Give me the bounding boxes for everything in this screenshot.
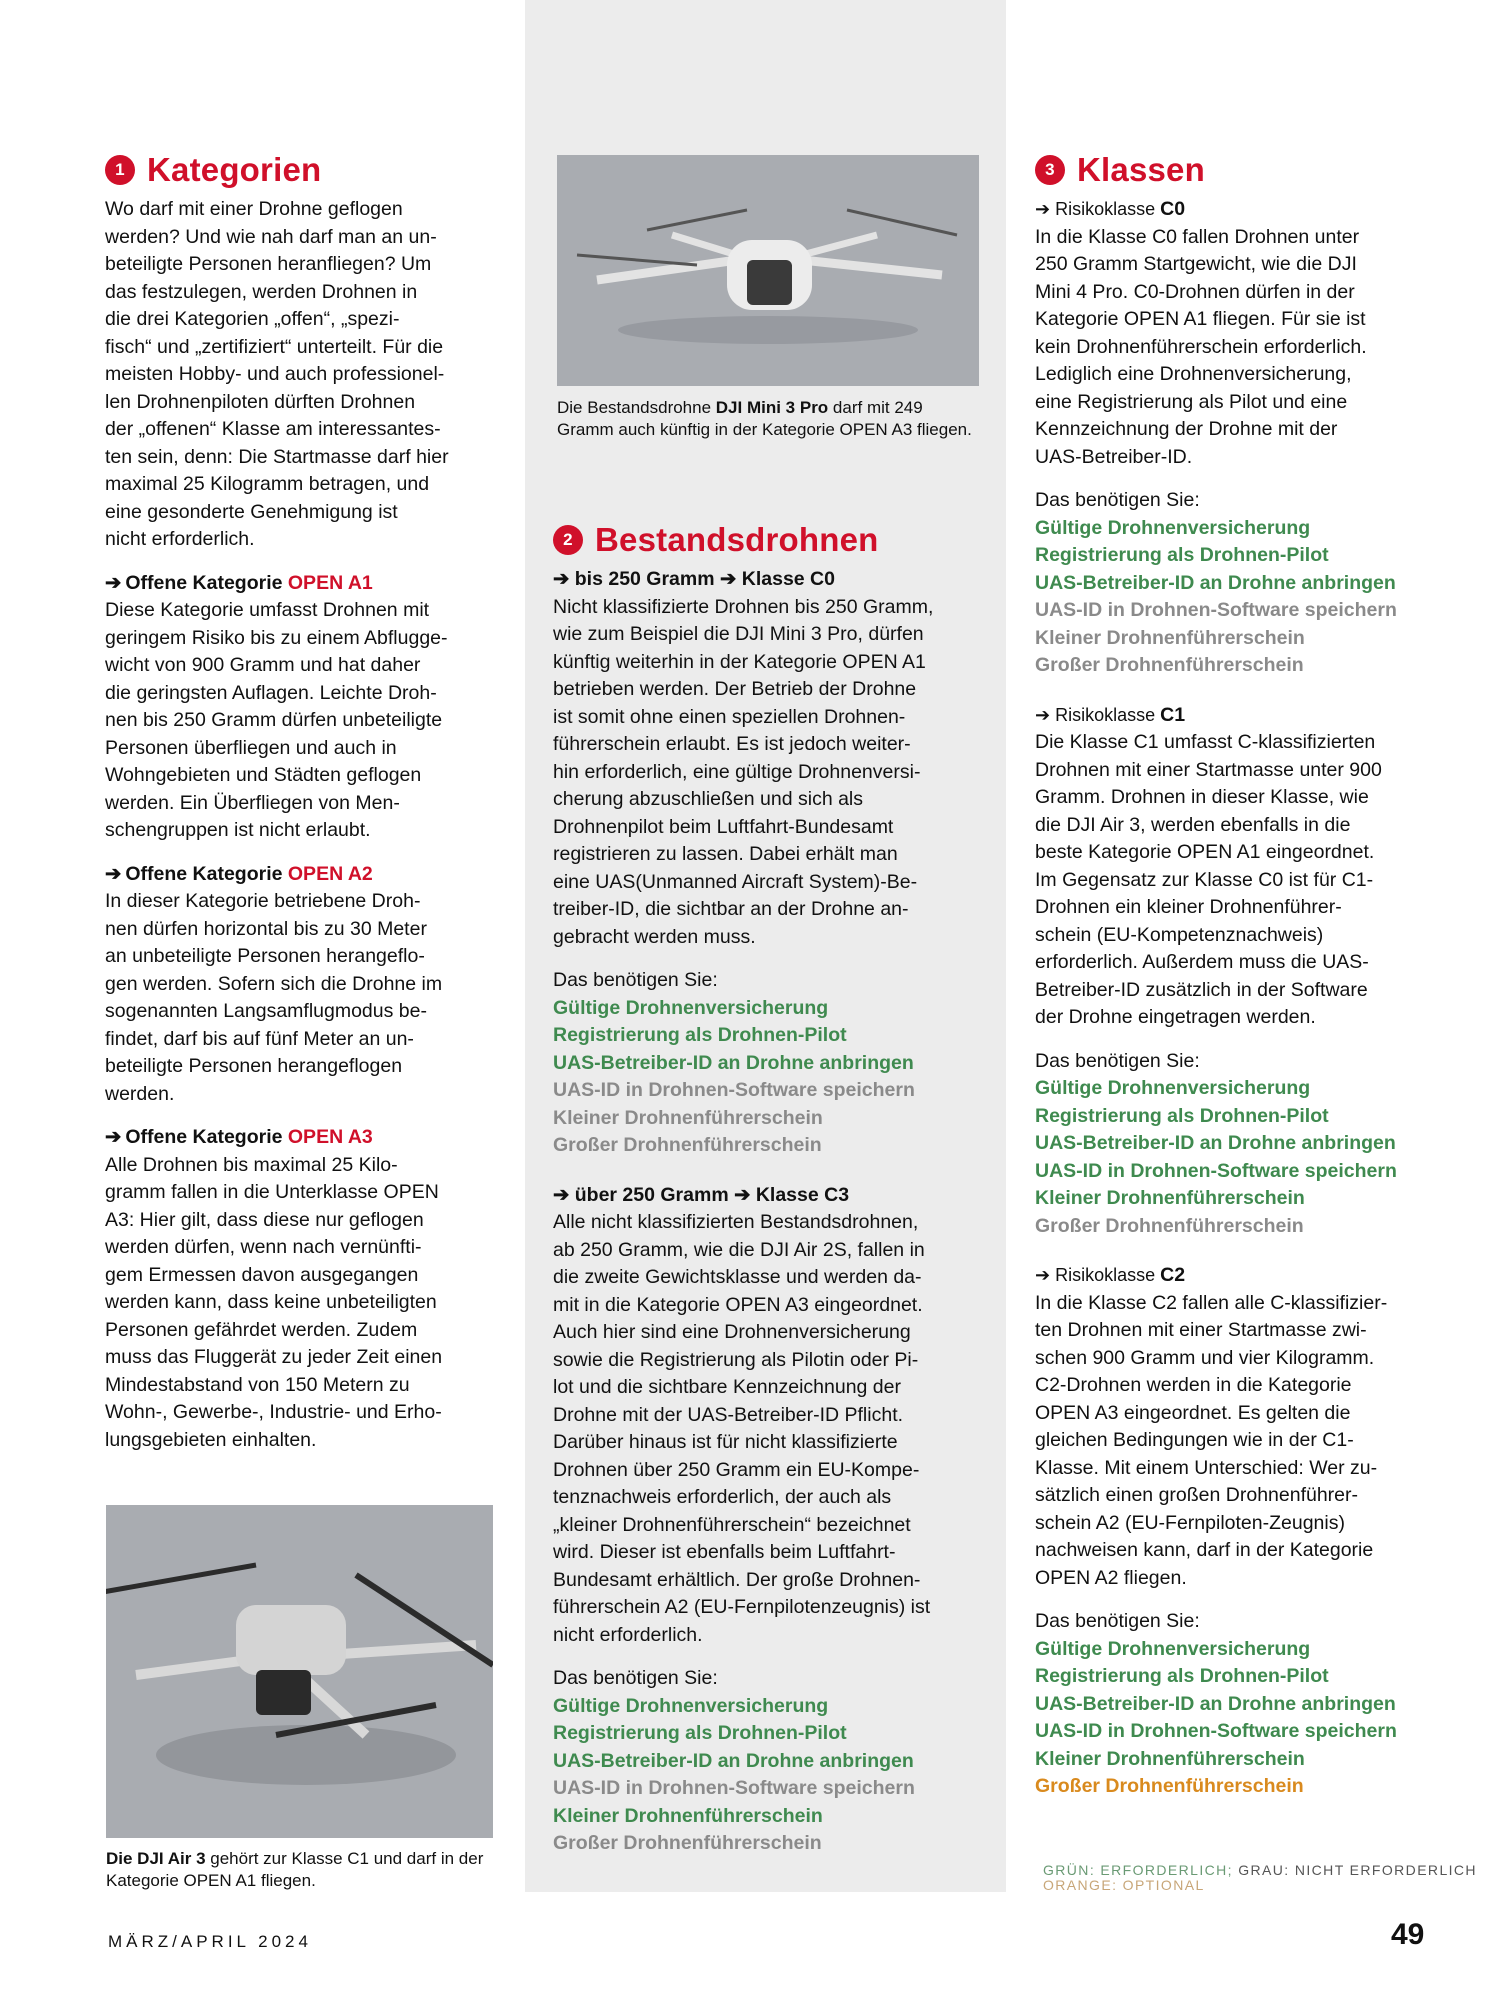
text-line: A3: Hier gilt, dass diese nur geflogen: [105, 1208, 424, 1231]
subsection-label: Offene Kategorie: [125, 571, 288, 594]
text-line: Gramm. Drohnen in dieser Klasse, wie: [1035, 786, 1369, 808]
drone-illustration-icon: [106, 1505, 493, 1838]
text-line: beteiligte Personen heranfliegen? Um: [105, 253, 432, 275]
requirement-item-gray: Großer Drohnenführerschein: [1035, 654, 1304, 676]
text-line: In dieser Kategorie betriebene Droh-: [105, 890, 421, 912]
section-number-badge: 2: [553, 525, 583, 555]
text-line: werden? Und wie nah darf man an un-: [105, 225, 437, 248]
body-paragraph: [105, 597, 505, 845]
body-paragraph: [553, 1209, 983, 1649]
weight-class-blocks: [553, 566, 983, 1858]
text-line: führerschein erlaubt. Es ist jedoch weiter-: [553, 733, 911, 755]
legend-orange: ORANGE: OPTIONAL: [1043, 1877, 1205, 1893]
page-number: 49: [1391, 1918, 1425, 1951]
text-line: In die Klasse C0 fallen Drohnen unter: [1035, 225, 1360, 248]
requirements-label: Das benötigen Sie:: [1035, 1049, 1200, 1072]
requirements-label: Das benötigen Sie:: [553, 1667, 718, 1689]
requirement-item-gray: Kleiner Drohnenführerschein: [553, 1106, 823, 1129]
text-line: nicht erforderlich.: [105, 528, 255, 550]
text-line: fisch“ und „zertifiziert“ unterteilt. Für die: [105, 335, 444, 358]
subsection-heading: [105, 1124, 505, 1152]
requirement-item-gray: Großer Drohnenführerschein: [1035, 1214, 1304, 1237]
text-line: Alle Drohnen bis maximal 25 Kilo-: [105, 1153, 398, 1176]
legend-gray: GRAU: NICHT ERFORDERLICH: [1232, 1862, 1477, 1878]
requirement-item-gray: UAS-ID in Drohnen-Software speichern: [553, 1777, 915, 1799]
body-paragraph: [105, 1152, 505, 1455]
text-line: nicht erforderlich.: [553, 1623, 703, 1646]
text-line: Darüber hinaus ist für nicht klassifizierte: [553, 1431, 898, 1453]
requirements-label: Das benötigen Sie:: [1035, 1610, 1200, 1632]
requirement-item-green: Gültige Drohnenversicherung: [1035, 1637, 1311, 1660]
text-line: wicht von 900 Gramm und hat daher: [105, 654, 421, 676]
requirement-item-green: UAS-Betreiber-ID an Drohne anbringen: [1035, 1132, 1396, 1154]
photo-caption: [106, 1848, 506, 1892]
caption-product-name: DJI Mini 3 Pro: [715, 398, 829, 417]
section-title: Bestandsdrohnen: [595, 521, 879, 558]
text-line: wie zum Beispiel die DJI Mini 3 Pro, dürfen: [553, 623, 924, 645]
caption-text: Die Bestandsdrohne: [557, 398, 716, 417]
requirement-item-green: Gültige Drohnenversicherung: [1035, 516, 1311, 539]
requirement-item-green: UAS-ID in Drohnen-Software speichern: [1035, 1159, 1397, 1182]
risk-class-code: C1: [1160, 703, 1186, 726]
text-line: das festzulegen, werden Drohnen in: [105, 280, 418, 303]
body-paragraph: [1035, 1290, 1465, 1593]
requirement-item-gray: Großer Drohnenführerschein: [553, 1832, 822, 1854]
text-line: C2-Drohnen werden in die Kategorie: [1035, 1374, 1352, 1396]
text-line: werden kann, dass keine unbeteiligten: [105, 1291, 437, 1313]
section-number-badge: 1: [105, 155, 135, 185]
body-paragraph: [1035, 729, 1465, 1032]
text-line: cherung abzuschließen und sich als: [553, 788, 864, 810]
body-paragraph: [553, 594, 983, 952]
text-line: gem Ermessen davon ausgegangen: [105, 1263, 419, 1286]
section-heading: [553, 520, 983, 560]
text-line: len Drohnenpiloten dürften Drohnen: [105, 390, 416, 413]
text-line: schein (EU-Kompetenznachweis): [1035, 923, 1324, 946]
body-paragraph: [105, 888, 505, 1108]
intro-paragraph: [105, 196, 505, 554]
text-line: OPEN A2 fliegen.: [1035, 1566, 1187, 1589]
risk-class-blocks: [1035, 196, 1465, 1801]
subsection-label: Offene Kategorie: [125, 1126, 288, 1148]
text-line: betrieben werden. Der Betrieb der Drohne: [553, 678, 917, 700]
text-line: die drei Kategorien „offen“, „spezi-: [105, 308, 400, 330]
section-title: Klassen: [1077, 151, 1205, 188]
text-line: die zweite Gewichtsklasse und werden da-: [553, 1266, 922, 1288]
risk-label: Risikoklasse: [1050, 704, 1161, 725]
text-line: maximal 25 Kilogramm betragen, und: [105, 473, 430, 495]
text-line: schengruppen ist nicht erlaubt.: [105, 819, 371, 841]
caption-product-name: Die DJI Air 3: [106, 1849, 206, 1868]
arrow-right-icon: ➔: [105, 862, 122, 885]
risk-label: Risikoklasse: [1050, 199, 1161, 219]
dji-mini-3-pro-photo: [557, 155, 979, 386]
text-line: lungsgebieten einhalten.: [105, 1428, 317, 1451]
text-line: In die Klasse C2 fallen alle C-klassifizier-: [1035, 1291, 1388, 1314]
subsection-heading: [105, 570, 505, 598]
arrow-right-icon: ➔: [1035, 199, 1051, 219]
requirement-item-green: Registrierung als Drohnen-Pilot: [553, 1024, 847, 1046]
text-line: Im Gegensatz zur Klasse C0 ist für C1-: [1035, 868, 1374, 891]
requirements-label: Das benötigen Sie:: [553, 969, 718, 991]
text-line: ist somit ohne einen speziellen Drohnen-: [553, 705, 906, 728]
text-line: muss das Fluggerät zu jeder Zeit einen: [105, 1346, 443, 1368]
text-line: schein A2 (EU-Fernpiloten-Zeugnis): [1035, 1511, 1345, 1534]
text-line: Lediglich eine Drohnenversicherung,: [1035, 363, 1352, 385]
risk-class-heading: [1035, 1262, 1465, 1290]
section-bestandsdrohnen: [553, 520, 983, 1858]
text-line: Klasse. Mit einem Unterschied: Wer zu-: [1035, 1456, 1378, 1479]
text-line: Alle nicht klassifizierten Bestandsdrohnen,: [553, 1211, 919, 1233]
text-line: gen werden. Sofern sich die Drohne im: [105, 972, 443, 995]
text-line: ten sein, denn: Die Startmasse darf hier: [105, 445, 449, 468]
risk-class-code: C2: [1160, 1264, 1186, 1286]
requirements-list: [1035, 487, 1465, 680]
text-line: Drohnen über 250 Gramm ein EU-Kompe-: [553, 1458, 920, 1481]
text-line: OPEN A3 eingeordnet. Es gelten die: [1035, 1401, 1351, 1424]
requirement-item-green: Gültige Drohnenversicherung: [1035, 1077, 1311, 1099]
text-line: Drohnen mit einer Startmasse unter 900: [1035, 758, 1382, 781]
requirement-item-gray: UAS-ID in Drohnen-Software speichern: [1035, 599, 1397, 621]
risk-class-code: C0: [1160, 198, 1186, 220]
text-line: der Drohne eingetragen werden.: [1035, 1006, 1316, 1028]
text-line: an unbeteiligte Personen herangeflo-: [105, 945, 425, 967]
color-legend: [1043, 1863, 1477, 1893]
text-line: meisten Hobby- und auch professionel-: [105, 363, 445, 385]
requirements-label: Das benötigen Sie:: [1035, 489, 1200, 511]
text-line: 250 Gramm Startgewicht, wie die DJI: [1035, 253, 1357, 275]
spacer: [1035, 680, 1465, 702]
text-line: ab 250 Gramm, wie die DJI Air 2S, fallen in: [553, 1238, 925, 1261]
text-line: Kennzeichnung der Drohne mit der: [1035, 418, 1338, 440]
text-line: künftig weiterhin in der Kategorie OPEN A1: [553, 650, 926, 673]
category-code: OPEN A3: [287, 1126, 373, 1148]
text-line: eine gesonderte Genehmigung ist: [105, 500, 398, 523]
requirements-list: [1035, 1048, 1465, 1241]
requirements-list: [1035, 1608, 1465, 1801]
section-klassen: [1035, 150, 1465, 1801]
text-line: Drohne mit der UAS-Betreiber-ID Pflicht.: [553, 1403, 904, 1426]
text-line: führerschein A2 (EU-Fernpilotenzeugnis) ist: [553, 1596, 931, 1618]
category-code: OPEN A2: [287, 862, 373, 885]
requirement-item-green: UAS-Betreiber-ID an Drohne anbringen: [1035, 1692, 1396, 1715]
text-line: registrieren zu lassen. Dabei erhält man: [553, 843, 898, 865]
requirement-item-green: Registrierung als Drohnen-Pilot: [1035, 544, 1329, 566]
photo-caption: [557, 397, 977, 441]
legend-green: GRÜN: ERFORDERLICH;: [1043, 1862, 1233, 1878]
text-line: Wohngebieten und Städten geflogen: [105, 764, 422, 786]
section-heading: [105, 150, 505, 190]
text-line: Diese Kategorie umfasst Drohnen mit: [105, 599, 430, 621]
text-line: findet, darf bis auf fünf Meter an un-: [105, 1027, 414, 1050]
subsection-label: Offene Kategorie: [125, 862, 288, 885]
text-line: eine Registrierung als Pilot und eine: [1035, 390, 1348, 413]
text-line: treiber-ID, die sichtbar an der Drohne an-: [553, 898, 909, 920]
requirements-list: [553, 967, 983, 1160]
section-title: Kategorien: [147, 151, 322, 188]
text-line: Personen überfliegen und auch in: [105, 736, 397, 759]
category-code: OPEN A1: [287, 571, 373, 594]
text-line: Die Klasse C1 umfasst C-klassifizierten: [1035, 731, 1376, 753]
risk-label: Risikoklasse: [1050, 1265, 1161, 1285]
requirement-item-gray: Großer Drohnenführerschein: [553, 1134, 822, 1156]
text-line: Wo darf mit einer Drohne geflogen: [105, 198, 403, 220]
requirements-list: [553, 1665, 983, 1858]
text-line: Wohn-, Gewerbe-, Industrie- und Erho-: [105, 1401, 442, 1423]
text-line: lot und die sichtbare Kennzeichnung der: [553, 1376, 901, 1398]
text-line: ten Drohnen mit einer Startmasse zwi-: [1035, 1319, 1367, 1341]
text-line: „kleiner Drohnenführerschein“ bezeichnet: [553, 1513, 911, 1536]
text-line: der „offenen“ Klasse am interessantes-: [105, 418, 441, 440]
dji-air-3-photo: [106, 1505, 493, 1838]
text-line: tenznachweis erforderlich, der auch als: [553, 1486, 892, 1508]
section-heading: [1035, 150, 1465, 190]
requirement-item-green: UAS-Betreiber-ID an Drohne anbringen: [1035, 571, 1396, 594]
text-line: werden. Ein Überfliegen von Men-: [105, 791, 400, 814]
text-line: eine UAS(Unmanned Aircraft System)-Be-: [553, 870, 918, 893]
requirement-item-gray: Kleiner Drohnenführerschein: [1035, 626, 1305, 649]
block-heading: ➔ über 250 Gramm ➔ Klasse C3: [553, 1183, 850, 1206]
text-line: Drohnenpilot beim Luftfahrt-Bundesamt: [553, 815, 894, 838]
text-line: sowie die Registrierung als Pilotin oder Pi-: [553, 1348, 919, 1371]
text-line: Personen gefährdet werden. Zudem: [105, 1318, 418, 1341]
text-line: beteiligte Personen herangeflogen: [105, 1055, 403, 1077]
requirement-item-green: Kleiner Drohnenführerschein: [1035, 1747, 1305, 1770]
arrow-right-icon: ➔: [1035, 1265, 1051, 1285]
subsection-heading: [105, 861, 505, 889]
text-line: hin erforderlich, eine gültige Drohnenversi-: [553, 760, 921, 783]
text-line: nen dürfen horizontal bis zu 30 Meter: [105, 917, 427, 940]
text-line: wird. Dieser ist ebenfalls beim Luftfahrt-: [553, 1541, 896, 1563]
body-paragraph: [1035, 224, 1465, 472]
text-line: gleichen Bedingungen wie in der C1-: [1035, 1429, 1354, 1451]
block-heading: ➔ bis 250 Gramm ➔ Klasse C0: [553, 568, 835, 590]
text-line: nachweisen kann, darf in der Kategorie: [1035, 1539, 1374, 1561]
text-line: nen bis 250 Gramm dürfen unbeteiligte: [105, 709, 443, 731]
text-line: erforderlich. Außerdem muss die UAS-: [1035, 951, 1369, 973]
risk-class-heading: [1035, 196, 1465, 224]
text-line: sogenannten Langsamflugmodus be-: [105, 1000, 427, 1022]
drone-illustration-icon: [557, 155, 979, 386]
text-line: werden.: [105, 1082, 175, 1105]
text-line: Kategorie OPEN A1 fliegen. Für sie ist: [1035, 308, 1366, 330]
spacer: [1035, 1240, 1465, 1262]
text-line: sätzlich einen großen Drohnenführer-: [1035, 1484, 1359, 1506]
requirement-item-green: Kleiner Drohnenführerschein: [1035, 1187, 1305, 1209]
arrow-right-icon: ➔: [1035, 704, 1051, 725]
caption-text: darf mit 249 Gramm auch künftig in der Kategorie OPEN A3 fliegen.: [557, 398, 972, 439]
requirement-item-gray: UAS-ID in Drohnen-Software speichern: [553, 1079, 915, 1101]
section-kategorien: [105, 150, 505, 1454]
text-line: UAS-Betreiber-ID.: [1035, 445, 1193, 468]
text-line: Auch hier sind eine Drohnenversicherung: [553, 1321, 911, 1343]
category-subsections: [105, 570, 505, 1455]
text-line: Drohnen ein kleiner Drohnenführer-: [1035, 896, 1342, 918]
text-line: Nicht klassifizierte Drohnen bis 250 Gramm,: [553, 595, 934, 618]
requirement-item-green: UAS-Betreiber-ID an Drohne anbringen: [553, 1051, 914, 1074]
text-line: kein Drohnenführerschein erforderlich.: [1035, 335, 1367, 358]
text-line: beste Kategorie OPEN A1 eingeordnet.: [1035, 841, 1375, 863]
text-line: werden dürfen, wenn nach vernünfti-: [105, 1236, 422, 1258]
risk-class-heading: [1035, 702, 1465, 730]
caption-text: gehört zur Klasse C1 und darf in der Kategorie OPEN A1 fliegen.: [106, 1849, 484, 1890]
requirement-item-green: Registrierung als Drohnen-Pilot: [1035, 1665, 1329, 1687]
requirement-item-green: Registrierung als Drohnen-Pilot: [1035, 1104, 1329, 1127]
text-line: mit in die Kategorie OPEN A3 eingeordnet.: [553, 1293, 923, 1316]
text-line: die geringsten Auflagen. Leichte Droh-: [105, 681, 437, 704]
text-line: Mini 4 Pro. C0-Drohnen dürfen in der: [1035, 280, 1355, 303]
spacer: [553, 1160, 983, 1182]
text-line: Bundesamt erhältlich. Der große Drohnen-: [553, 1568, 921, 1591]
section-number-badge: 3: [1035, 155, 1065, 185]
text-line: gebracht werden muss.: [553, 925, 756, 948]
text-line: Betreiber-ID zusätzlich in der Software: [1035, 978, 1368, 1001]
requirement-item-green: UAS-Betreiber-ID an Drohne anbringen: [553, 1749, 914, 1772]
issue-date: MÄRZ/APRIL 2024: [108, 1932, 312, 1951]
requirement-item-green: UAS-ID in Drohnen-Software speichern: [1035, 1720, 1397, 1742]
requirement-item-orange: Großer Drohnenführerschein: [1035, 1775, 1304, 1797]
body-paragraph: [105, 196, 505, 554]
requirement-item-green: Gültige Drohnenversicherung: [553, 996, 829, 1019]
requirement-item-green: Registrierung als Drohnen-Pilot: [553, 1722, 847, 1744]
requirement-item-green: Kleiner Drohnenführerschein: [553, 1804, 823, 1827]
text-line: die DJI Air 3, werden ebenfalls in die: [1035, 813, 1351, 836]
text-line: schen 900 Gramm und vier Kilogramm.: [1035, 1346, 1375, 1369]
text-line: gramm fallen in die Unterklasse OPEN: [105, 1181, 439, 1203]
requirement-item-green: Gültige Drohnenversicherung: [553, 1694, 829, 1717]
text-line: geringem Risiko bis zu einem Abflugge-: [105, 626, 448, 649]
arrow-right-icon: ➔: [105, 571, 122, 594]
arrow-right-icon: ➔: [105, 1126, 122, 1148]
text-line: Mindestabstand von 150 Metern zu: [105, 1373, 410, 1396]
